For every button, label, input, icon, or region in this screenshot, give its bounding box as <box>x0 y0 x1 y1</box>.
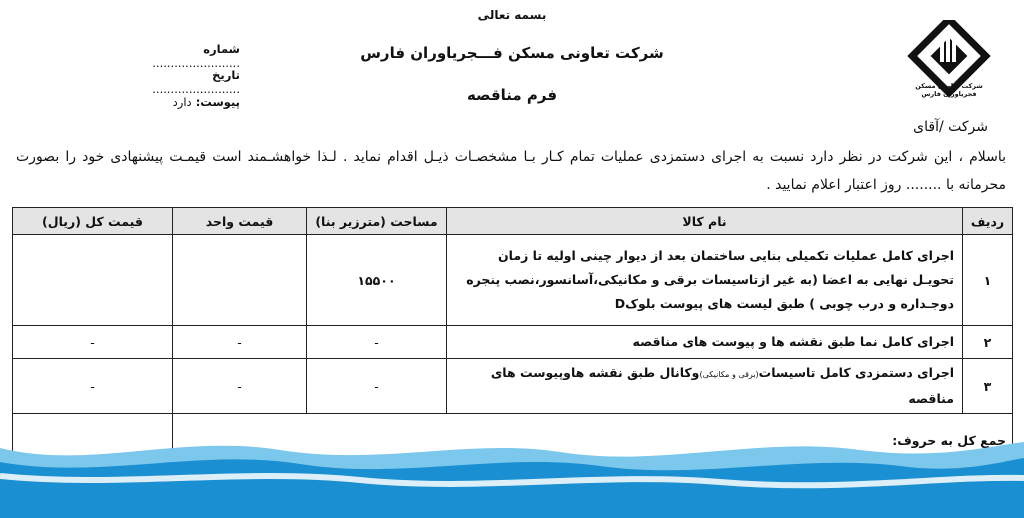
table-row <box>13 326 1013 359</box>
company-name: شرکت تعاونی مسکن فـــجریاوران فارس <box>360 44 664 62</box>
unit-price-cell[interactable]: - <box>173 326 307 359</box>
row-number: ۳ <box>963 359 1013 414</box>
letter-body: باسلام ، این شرکت در نظر دارد نسبت به اجرای دستمزدی عملیات تمام کـار بـا مشخصـات ذیـل اقدام نماید . لـذا خواهشـمند است قیمـت پیشنهادی خود را بصورت محرمانه با ........ روز اعتبار اعلام نمایید . <box>16 149 1006 193</box>
attachment-label: پیوست: <box>195 95 240 109</box>
logo-caption-line1: شرکت تعاونی مسکن <box>915 82 983 90</box>
form-title: فرم مناقصه <box>466 86 558 104</box>
attachment-value: دارد <box>172 95 192 109</box>
area-value: ۱۵۵۰۰ <box>307 235 447 326</box>
wave-front <box>0 458 1024 518</box>
logo-caption-line2: فجریاوران فارس <box>921 90 977 98</box>
row-number: ۲ <box>963 326 1013 359</box>
header-unit-price: قیمت واحد <box>173 208 307 235</box>
letter-date-field <box>130 68 240 96</box>
area-value: - <box>307 359 447 414</box>
total-in-words-label: جمع کل به حروف: <box>173 414 1013 467</box>
logo-caption <box>904 82 994 98</box>
letter-date-dots: ........................ <box>152 82 240 96</box>
table-row <box>13 359 1013 414</box>
attachment-field <box>130 95 240 109</box>
item-description-part2: وکانال طبق نقشه هاوپیوست های مناقصه <box>490 365 954 406</box>
table-header-row <box>13 208 1013 235</box>
item-description-part1: اجرای دستمزدی کامل تاسیسات <box>758 365 954 380</box>
bismillah-heading: بسمه تعالی <box>477 8 547 22</box>
area-value: - <box>307 326 447 359</box>
addressee-line: شرکت /آقای <box>913 119 988 135</box>
total-price-cell[interactable]: - <box>13 359 173 414</box>
decorative-wave <box>0 428 1024 518</box>
letter-number-dots: ........................ <box>152 56 240 70</box>
total-price-cell[interactable]: - <box>13 326 173 359</box>
header-item-name: نام کالا <box>447 208 963 235</box>
letter-number-field <box>130 42 240 70</box>
letter-number-label: شماره <box>203 42 240 56</box>
item-description: اجرای کامل عملیات تکمیلی بنایی ساختمان بعد از دیوار چینی اولیه تا زمان تحویـل نهایی به اعضا (به غیر ازتاسیسات برقی و مکانیکی،آسانسور،نصب پنجره دوجـداره و درب چوبی ) طبق لیست های پیوست بلوکD <box>447 235 963 326</box>
row-number: ۱ <box>963 235 1013 326</box>
header-total-price: قیمت کل (ریال) <box>13 208 173 235</box>
header-row-no: ردیف <box>963 208 1013 235</box>
item-description <box>447 359 963 414</box>
item-description: اجرای کامل نما طبق نقشه ها و پیوست های مناقصه <box>447 326 963 359</box>
table-row <box>13 235 1013 326</box>
item-description-small: (برقی و مکانیکی) <box>699 370 759 379</box>
header-area: مساحت (مترزیر بنا) <box>307 208 447 235</box>
total-price-cell[interactable] <box>13 235 173 326</box>
unit-price-cell[interactable] <box>173 235 307 326</box>
unit-price-cell[interactable]: - <box>173 359 307 414</box>
letter-date-label: تاریخ <box>212 68 240 82</box>
